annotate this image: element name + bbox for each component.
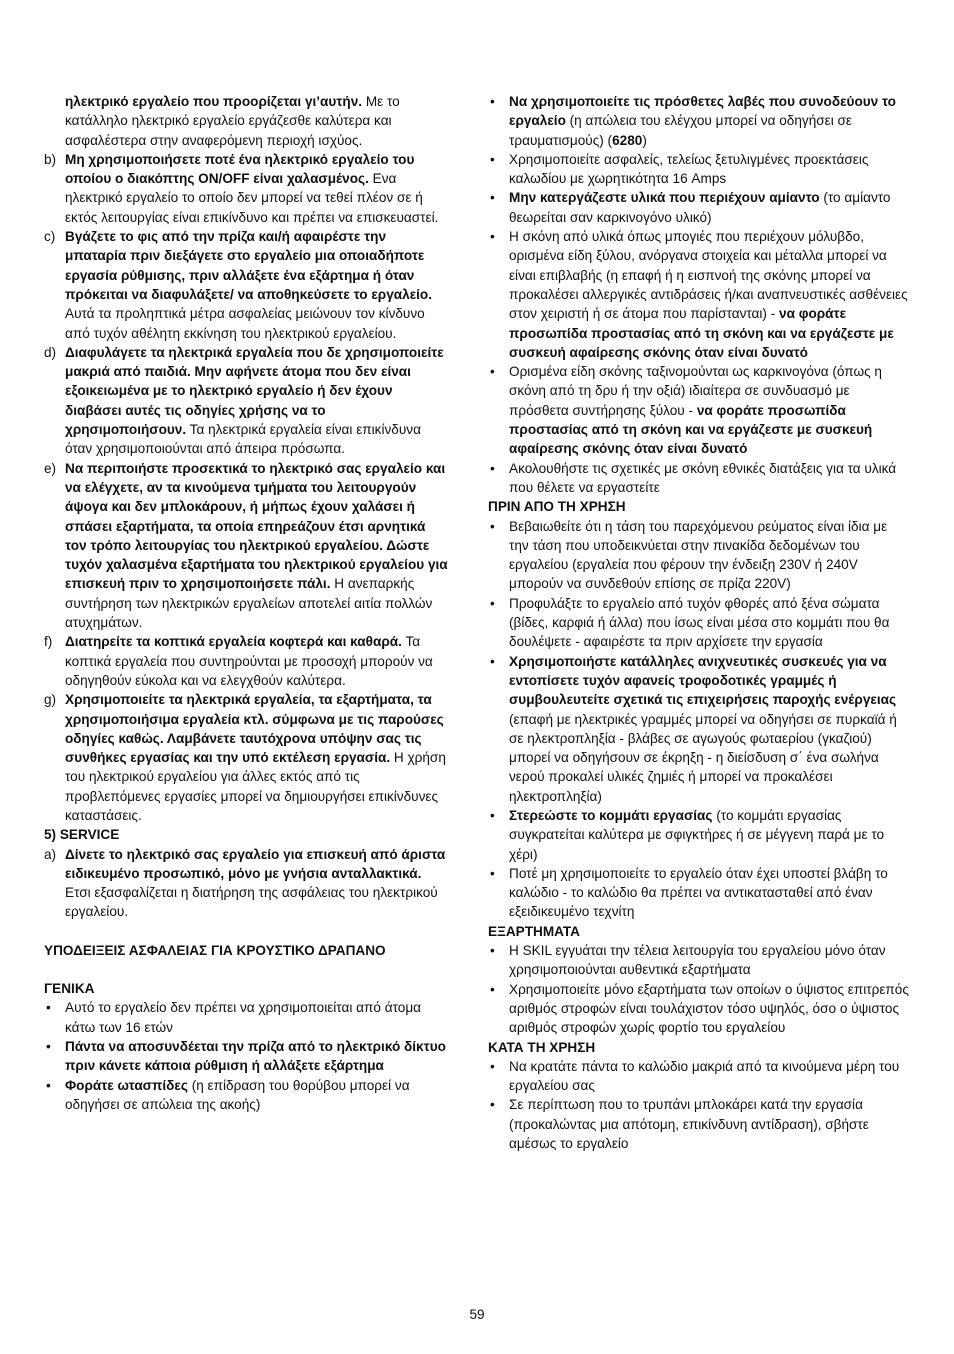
bold-text: να φοράτε προσωπίδα προστασίας από τη σκόνη και να εργάζεστε με συσκευή αφαίρεσης σκόνης όταν είναι δυνατό [509,402,873,457]
during-use-bullets [488,1057,910,1153]
bold-text: 6280 [612,132,643,148]
bullet-item [44,1037,448,1076]
text-run: Τα ηλεκτρικά εργαλεία είναι επικίνδυνα όταν χρησιμοποιούνται από άπειρα πρόσωπα. [65,422,421,457]
accessories-heading: ΕΞΑΡΤΗΜΑΤΑ [488,923,580,939]
bullet-item [488,1095,910,1153]
text-run: Με το κατάλληλο ηλεκτρικό εργαλείο εργάζεσθε καλύτερα και ασφαλέστερα στην αναφερόμενη περιοχή ισχύος. [65,94,400,148]
list-item [44,343,448,459]
bold-text: Πάντα να αποσυνδέεται την πρίζα από το ηλεκτρικό δίκτυο πριν κάνετε κάποια ρύθμιση ή αλλάξετε εξάρτημα [65,1038,446,1074]
bold-text: Βγάζετε το φις από την πρίζα και/ή αφαιρέστε την μπαταρία πριν διεξάγετε στο εργαλείο μια οποιαδήποτε εργασία ρύθμισης, πριν αλλάξετε ένα εξάρτημα ή όταν πρόκειται να διαφυλάξετε/ να αποθηκεύσετε το εργαλείο. [65,229,433,302]
bullet-item [488,806,910,864]
bullet-item [488,150,910,189]
bullet-item [44,1076,448,1115]
accessories-bullets [488,941,910,1037]
bullet-item [488,92,910,150]
text-run: (η απώλεια του ελέγχου μπορεί να οδηγήσει σε τραυματισμούς) ( [509,113,852,148]
bullet-item [488,864,910,922]
text-run: ) [642,132,647,148]
bold-text: ηλεκτρικό εργαλείο που προορίζεται γι’αυτήν. [65,94,363,109]
bold-text: Δίνετε το ηλεκτρικό σας εργαλείο για επισκευή από άριστα ειδικευμένο προσωπικό, μόνο με γνήσια ανταλλακτικά. [65,846,446,881]
bold-text: Στερεώστε το κομμάτι εργασίας [509,807,713,823]
text-run: Βεβαιωθείτε ότι η τάση του παρεχόμενου ρεύματος είναι ίδια με την τάση που υποδεικνύεται στην πινακίδα δεδομένων του εργαλείου (εργαλεία που φέρουν την ένδειξη 230V ή 240V μπορούν να συνδεθούν επίσης σε πρίζα 220V) [509,518,888,592]
service-heading: 5) SERVICE [44,827,120,843]
before-use-bullets [488,517,910,922]
text-run: Χρησιμοποιείτε μόνο εξαρτήματα των οποίων ο ύψιστος επιτρεπός αριθμός στροφών είναι τουλάχιστον τόσο υψηλός, όσο ο ύψιστος αριθμός στροφών χωρίς φορτίο του εργαλείου [509,981,909,1036]
item-marker: e) [44,460,57,476]
item-marker: c) [44,229,56,245]
bullet-item [488,459,910,498]
text-run: (η επίδραση του θορύβου μπορεί να οδηγήσει σε απώλεια της ακοής) [65,1077,410,1112]
bold-text: Να χρησιμοποιείτε τις πρόσθετες λαβές που συνοδεύουν το εργαλείο [509,94,896,129]
bullet-item [44,998,448,1037]
bullet-item [488,1057,910,1096]
continued-paragraph [44,92,448,150]
list-item [44,150,448,227]
general-heading: ΓΕΝΙΚΑ [44,981,95,997]
bullet-item [488,188,910,227]
left-column [44,92,448,1114]
section-title: ΥΠΟΔΕΙΞΕΙΣ ΑΣΦΑΛΕΙΑΣ ΓΙΑ ΚΡΟΥΣΤΙΚΟ ΔΡΑΠΑΝΟ [44,942,386,958]
list-item [44,632,448,690]
bold-text: Φοράτε ωτασπίδες [65,1077,188,1093]
bullet-item [488,594,910,652]
item-marker: b) [44,151,57,167]
text-run: (το κομμάτι εργασίας συγκρατείται καλύτερα με σφιγκτήρες ή σε μέγγενη παρά με το χέρι) [509,807,885,862]
item-marker: d) [44,344,57,360]
text-run: Αυτά τα προληπτικά μέτρα ασφαλείας μειώνουν τον κίνδυνο από τυχόν αθέλητη εκκίνηση του ηλεκτρικού εργαλείου. [65,306,425,341]
bullet-item [488,517,910,594]
text-run: (το αμίαντο θεωρείται σαν καρκινογόνο υλικό) [509,190,891,225]
text-run: Η SKIL εγγυάται την τέλεια λειτουργία του εργαλείου μόνο όταν χρησιμοποιούνται αυθεντικά εξαρτήματα [509,943,886,978]
list-item [44,459,448,633]
text-run: Να κρατάτε πάντα το καλώδιο μακριά από τα κινούμενα μέρη του εργαλείου σας [509,1058,900,1094]
text-run: Η χρήση του ηλεκτρικού εργαλείου για άλλες εκτός από τις προβλεπόμενες εργασίες μπορεί να δημιουργήσει επικίνδυνες καταστάσεις. [65,750,446,823]
general-bullets [44,998,448,1114]
text-run: Τα κοπτικά εργαλεία που συντηρούνται με προσοχή μπορούν να οδηγηθούν εύκολα και να ελεγχθούν καλύτερα. [65,634,433,688]
bold-text: Να περιποιήστε προσεκτικά το ηλεκτρικό σας εργαλείο και να ελέγχετε, αν τα κινούμενα τμήματα του λειτουργούν άψογα και δεν μπλοκάρουν, ή μήπως έχουν χαλάσει ή σπάσει εξαρτήματα, τα οποία επηρεάζουν έτσι αρνητικά τον τρόπο λειτουργίας του ηλεκτρικού εργαλείου. Δώστε τυχόν χαλασμένα εξαρτήματα του ηλεκτρικού εργαλείου για επισκευή πριν το χρησιμοποιήσετε πάλι. [65,460,448,592]
text-run: Ενα ηλεκτρικό εργαλείο το οποίο δεν μπορεί να τεθεί πλέον σε ή εκτός λειτουργίας είναι επικίνδυνο και πρέπει να επισκευαστεί. [65,171,439,225]
bold-text: να φοράτε προσωπίδα προστασίας από τη σκόνη και να εργάζεστε με συσκευή αφαίρεσης σκόνης όταν είναι δυνατό [509,306,894,360]
bullet-item [488,652,910,806]
bullet-item [488,362,910,458]
list-item [44,690,448,825]
text-run: Σε περίπτωση που το τρυπάνι μπλοκάρει κατά την εργασία (προκαλώντας μια απότομη, επικίνδυνη αντίδραση), σβήστε αμέσως το εργαλείο [509,1097,869,1152]
bold-text: Διαφυλάγετε τα ηλεκτρικά εργαλεία που δε χρησιμοποιείτε μακριά από παιδιά. Μην αφήνετε άτομα που δεν είναι εξοικειωμένα με το ηλεκτρικό εργαλείο ή δεν έχουν διαβάσει αυτές τις οδηγίες χρήσης να το χρησιμοποιήσουν. [65,344,444,438]
text-run: Χρησιμοποιείτε ασφαλείς, τελείως ξετυλιγμένες προεκτάσεις καλωδίου με χωρητικότητα 16 Amps [509,151,869,187]
text-run: Ακολουθήστε τις σχετικές με σκόνη εθνικές διατάξεις για τα υλικά που θέλετε να εργαστείτε [509,460,897,495]
item-marker: g) [44,692,57,708]
bold-text: Μη χρησιμοποιήσετε ποτέ ένα ηλεκτρικό εργαλείο του οποίου ο διακόπτης ON/OFF είναι χαλασμένος. [65,151,415,187]
right-column [488,92,910,1153]
bullet-item [488,980,910,1038]
list-item [44,227,448,343]
bullet-item [488,227,910,362]
list-item [44,845,448,922]
text-run: (επαφή με ηλεκτρικές γραμμές μπορεί να οδηγήσει σε πυρκαϊά ή σε ηλεκτροπληξία - βλάβες σε αγωγούς φωταερίου (γκαζιού) μπορεί να οδηγήσουν σε έκρηξη - η διείσδυση σ΄ ένα σωλήνα νερού προκαλεί υλικές ζημιές ή μπορεί να προκαλέσει ηλεκτροπληξία) [509,711,897,804]
page-number: 59 [469,1307,485,1322]
bold-text: Διατηρείτε τα κοπτικά εργαλεία κοφτερά και καθαρά. [65,634,402,650]
text-run: Ετσι εξασφαλίζεται η διατήρηση της ασφάλειας του ηλεκτρικού εργαλείου. [65,885,438,920]
text-run: Η ανεπαρκής συντήρηση των ηλεκτρικών εργαλείων αποτελεί αιτία πολλών ατυχημάτων. [65,576,433,631]
text-run: Η σκόνη από υλικά όπως μπογιές που περιέχουν μόλυβδο, ορισμένα είδη ξύλου, ανόργανα στοιχεία και μέταλλα μπορεί να είναι επιβλαβής (η επαφή ή η εισπνοή της σκόνης μπορεί να προκαλέσει αλλεργικές αντιδράσεις ή/και αναπνευστικές ασθένειες στον χειριστή ή σε άτομα που παρίστανται) - [509,229,908,322]
bold-text: Χρησιμοποιήστε κατάλληλες ανιχνευτικές συσκευές για να εντοπίσετε τυχόν αφανείς τροφοδοτικές γραμμές ή συμβουλευτείτε σχετικά τις επιχειρήσεις παροχής ενέργειας [509,653,897,708]
bullet-item [488,941,910,980]
item-marker: a) [44,846,57,862]
item-marker: f) [44,634,53,650]
right-bullets [488,92,910,497]
text-run: Ποτέ μη χρησιμοποιείτε το εργαλείο όταν έχει υποστεί βλάβη το καλώδιο - το καλώδιο θα πρέπει να αντικατασταθεί από έναν εξειδικευμένο τεχνίτη [509,865,888,920]
bold-text: Μην κατεργάζεστε υλικά που περιέχουν αμίαντο [509,190,820,206]
text-run: Ορισμένα είδη σκόνης ταξινομούνται ως καρκινογόνα (όπως η σκόνη από τη δρυ ή την οξιά) ιδιαίτερα σε συνδυασμό με πρόσθετα συντήρησης ξύλου - [509,364,882,418]
text-run: Αυτό το εργαλείο δεν πρέπει να χρησιμοποιείται από άτομα κάτω των 16 ετών [65,1000,422,1035]
before-use-heading: ΠΡΙΝ ΑΠΟ ΤΗ ΧΡΗΣΗ [488,499,626,515]
service-items-list [44,845,448,922]
text-run: Προφυλάξτε το εργαλείο από τυχόν φθορές από ξένα σώματα (βίδες, καρφιά ή άλλα) που ίσως είναι μέσα στο κομμάτι που θα δουλέψετε - αφαιρέστε τα πριν αρχίσετε την εργασία [509,595,890,650]
during-use-heading: ΚΑΤΑ ΤΗ ΧΡΗΣΗ [488,1039,596,1055]
safety-items-list [44,150,448,825]
bold-text: Χρησιμοποιείτε τα ηλεκτρικά εργαλεία, τα εξαρτήματα, τα χρησιμοποιήσιμα εργαλεία κτλ. σύμφωνα με τις παρούσες οδηγίες καθώς. Λαμβάνετε ταυτόχρονα υπόψην σας τις συνθήκες εργασίας και την υπό εκτέλεση εργασία. [65,692,444,766]
